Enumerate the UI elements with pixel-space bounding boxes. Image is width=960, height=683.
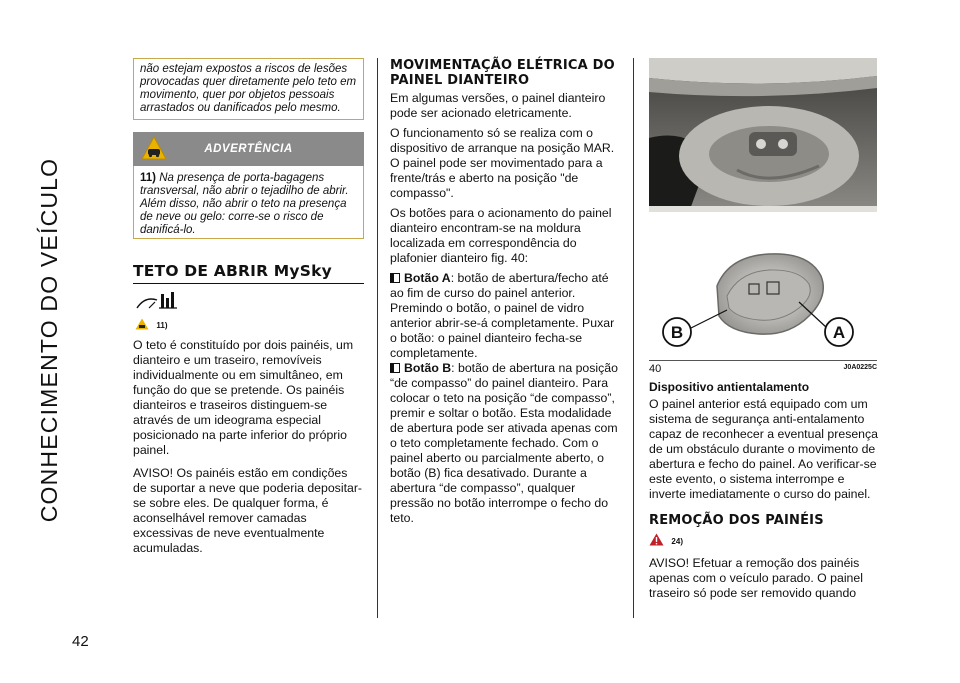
caution-icon [135,319,152,333]
electric-intro: Em algumas versões, o painel dianteiro pode ser acionado eletricamente. [390,91,606,120]
figure-caption [649,360,877,375]
danger-ref: 24) [671,537,683,546]
electric-buttons-location: Os botões para o acionamento do painel dianteiro encontram-se na moldura localizada em correspondência do plafonier dianteiro fig. 40: [390,206,612,265]
button-b-label: Botão B [404,361,452,375]
callout-b: B [670,323,684,342]
button-a-label: Botão A [404,271,451,285]
bullet-icon [390,273,400,283]
anti-trap-text: O painel anterior está equipado com um sistema de segurança anti-entalamento capaz de reconhecer a eventual presença de um obstáculo durante o movimento de abertura e fecho do painel. Ao verificar-se este evento, o sistema interrompe e inverte imediatamente o curso do painel. [649,397,879,501]
section-title-electric: MOVIMENTAÇÃO ELÉTRICA DO PAINEL DIANTEIRO [390,58,615,88]
section-title-removal: REMOÇÃO DOS PAINÉIS [649,513,824,528]
electric-operation: O funcionamento só se realiza com o dispositivo de arranque na posição MAR. O painel pode ser movimentado para a frente/trás e aberto na posição "de compasso". [390,126,615,200]
button-b-text: : botão de abertura na posição “de compasso” do painel dianteiro. Para colocar o teto na posição “de compasso”, premir e soltar o botão. Esta modalidade de abertura pode ser ativada apenas com o teto completamente fechado. Com o painel aberto ou parcialmente aberto, o botão (B) fica desativado. Durante a abertura “de compasso”, qualquer pressão no botão interrompe o fecho do teto. [390,361,618,525]
column-3 [649,380,879,606]
warning-box [133,166,364,239]
callout-a: A [832,323,846,342]
page-number: 42 [72,633,89,650]
section-title-sunroof: TETO DE ABRIR MySky [133,263,364,284]
sunroof-description: O teto é constituído por dois painéis, um dianteiro e um traseiro, removíveis individualmente ou em simultâneo, em função do que se pretende. Os painéis dianteiros e traseiros distinguem-se através de um ideograma especial posicionado na parte inferior do próprio painel. [133,338,354,457]
warning-header [133,132,364,166]
figure-number: 40 [649,363,662,375]
column-2 [390,58,622,531]
warning-ref: 11) [156,321,168,330]
overhead-console-photo [649,58,877,212]
subhead-anti-trap: Dispositivo antientalamento [649,380,810,394]
button-a-description [390,271,622,361]
column-divider [377,58,378,618]
button-diagram [649,236,877,354]
column-1 [133,58,364,561]
removal-text: AVISO! Efetuar a remoção dos painéis apenas com o veículo parado. O painel traseiro só pode ser removido quando [649,556,863,600]
chapter-title: CONHECIMENTO DO VEÍCULO [36,157,62,523]
sunroof-snow-note: AVISO! Os painéis estão em condições de suportar a neve que poderia depositar-se sobre eles. De qualquer forma, é aconselhável remover camadas excessivas de neve eventualmente acumuladas. [133,466,363,555]
warning-number: 11) [140,172,156,184]
continued-warning-box: não estejam expostos a riscos de lesões provocadas quer diretamente pelo teto em movimento, quer por objetos pessoais arrastados ou danificados pelo mesmo. [133,58,364,120]
warning-text: Na presença de porta-bagagens transversal, não abrir o tejadilho de abrir. Além disso, não abrir o teto na presença de neve ou gelo: corre-se o risco de danificá-lo. [140,172,349,236]
sunroof-ideogram-icon [135,290,364,316]
button-a-text: : botão de abertura/fecho até ao fim de curso do painel anterior. Premindo o botão, o painel de vidro anterior abrir-se-á completamente. Puxar o botão: o painel dianteiro fecha-se completamente. [390,271,615,360]
button-b-description [390,361,622,526]
danger-icon [649,535,667,549]
figure-code: J0A0225C [843,364,877,371]
bullet-icon [390,363,400,373]
column-divider [633,58,634,618]
warning-title: ADVERTÊNCIA [204,143,293,155]
